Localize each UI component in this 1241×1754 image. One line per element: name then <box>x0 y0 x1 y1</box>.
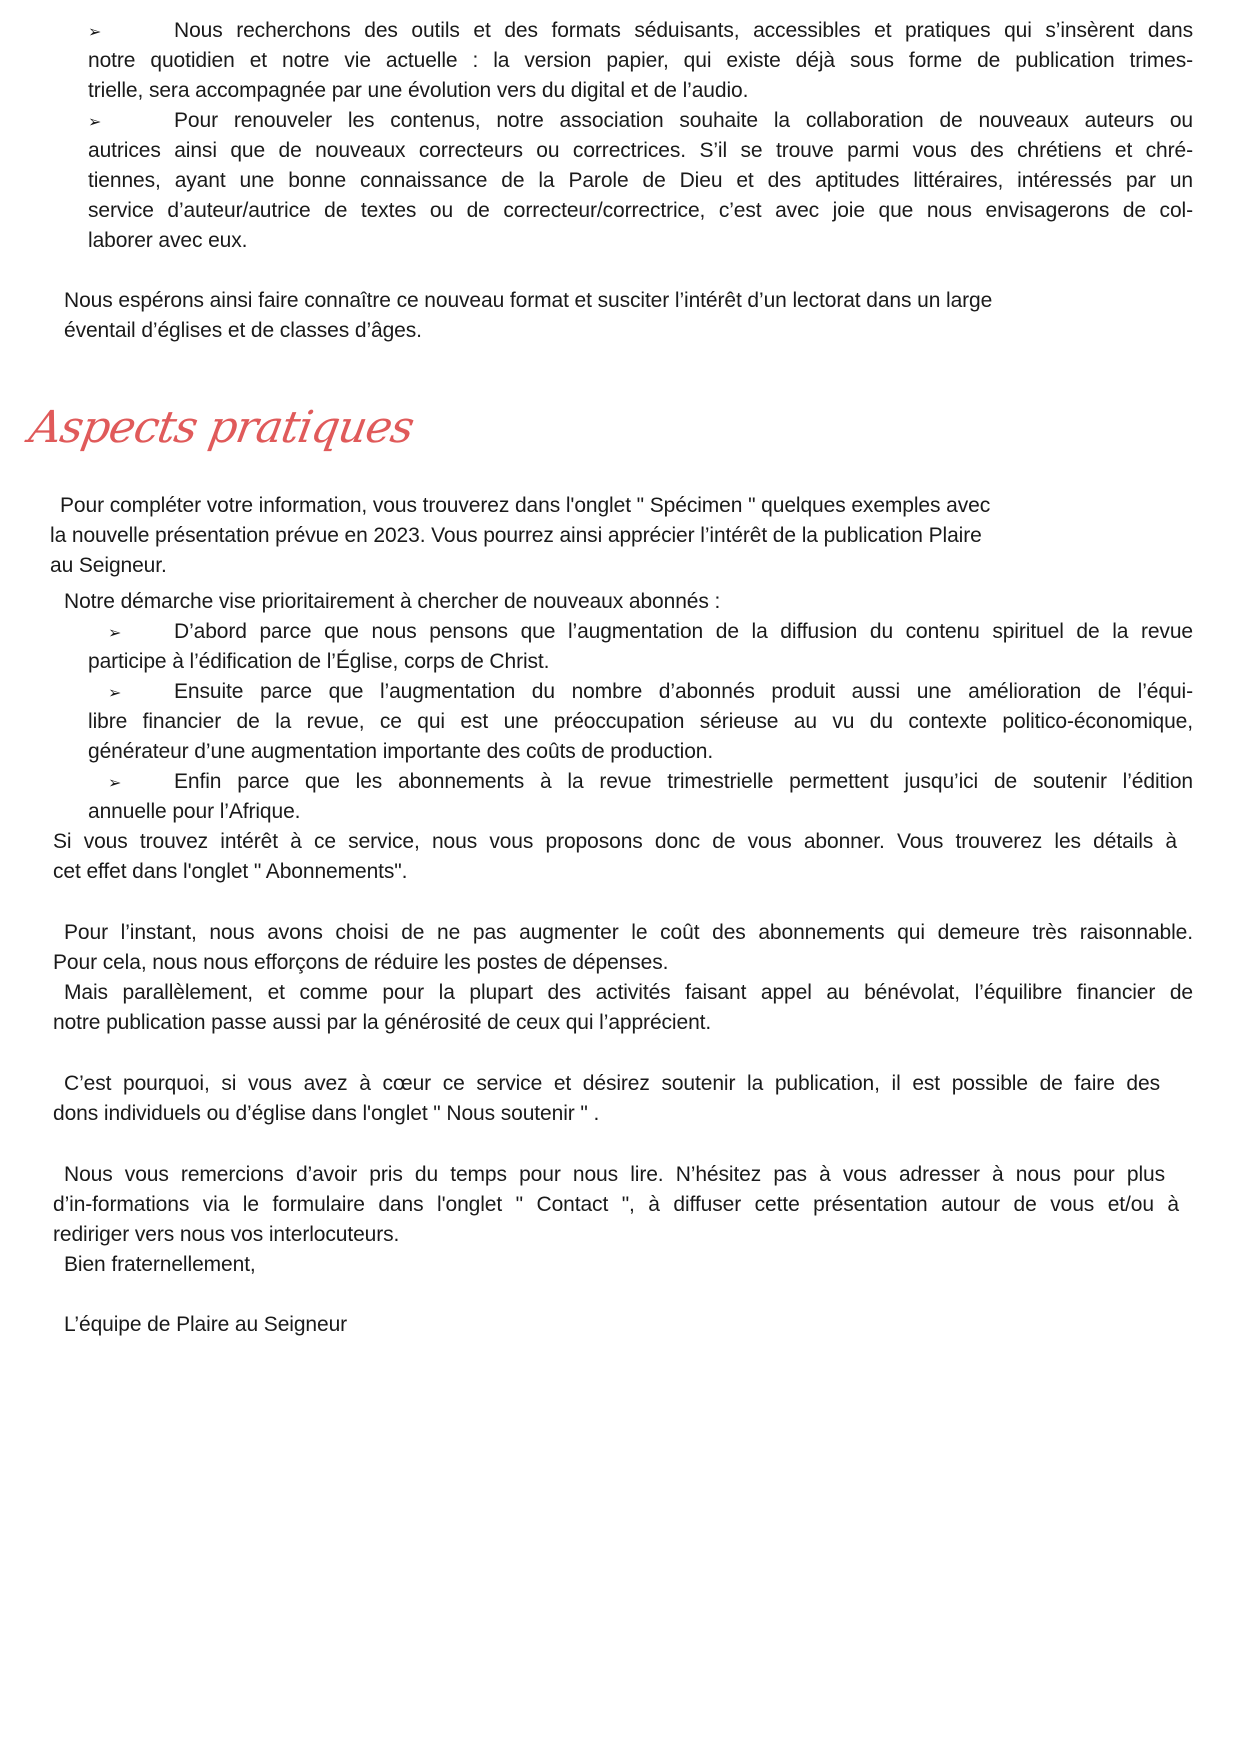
paragraph-line: Nous espérons ainsi faire connaître ce nouveau format et susciter l’intérêt d’un lectorat dans un large <box>64 289 993 312</box>
bullet-item <box>88 677 1193 708</box>
bullet-text-line: annuelle pour l’Afrique. <box>88 800 301 823</box>
closing-line: Bien fraternellement, <box>64 1253 256 1276</box>
paragraph-line: C’est pourquoi, si vous avez à cœur ce service et désirez soutenir la publication, il est possible de faire des <box>64 1072 1160 1095</box>
arrowhead-bullet-icon: ➢ <box>108 773 122 792</box>
paragraph-line: Pour l’instant, nous avons choisi de ne pas augmenter le coût des abonnements qui demeure très raisonnable. <box>64 921 1193 944</box>
paragraph-line: cet effet dans l'onglet " Abonnements". <box>53 860 408 883</box>
bullet-text-line: tiennes, ayant une bonne connaissance de la Parole de Dieu et des aptitudes littéraires, intéressés par un <box>88 169 1193 192</box>
paragraph-line: rediriger vers nous vos interlocuteurs. <box>53 1223 400 1246</box>
signature: L’équipe de Plaire au Seigneur <box>64 1313 348 1336</box>
paragraph-line: d’in-formations via le formulaire dans l'onglet " Contact ", à diffuser cette présentation autour de vous et/ou à <box>53 1193 1179 1216</box>
arrowhead-bullet-icon: ➢ <box>108 623 122 642</box>
bullet-text-line: service d’auteur/autrice de textes ou de correcteur/correctrice, c’est avec joie que nous envisagerons de col- <box>88 199 1193 222</box>
paragraph-line: dons individuels ou d’église dans l'onglet " Nous soutenir " . <box>53 1102 600 1125</box>
bullet-text-line: générateur d’une augmentation importante des coûts de production. <box>88 740 714 763</box>
bullet-text-line: participe à l’édification de l’Église, corps de Christ. <box>88 650 550 673</box>
bullet-item <box>88 617 1193 648</box>
bullet-item <box>88 106 1193 137</box>
arrowhead-bullet-icon: ➢ <box>88 112 102 131</box>
bullet-text: D’abord parce que nous pensons que l’augmentation de la diffusion du contenu spirituel de la revue <box>174 620 1193 643</box>
bullet-text: Enfin parce que les abonnements à la revue trimestrielle permettent jusqu’ici de soutenir l’édition <box>174 770 1193 793</box>
bullet-text: Pour renouveler les contenus, notre association souhaite la collaboration de nouveaux auteurs ou <box>174 109 1193 132</box>
paragraph-line: Mais parallèlement, et comme pour la plupart des activités faisant appel au bénévolat, l’équilibre financier de <box>64 981 1193 1004</box>
paragraph-line: éventail d’églises et de classes d’âges. <box>64 319 422 342</box>
paragraph-line: notre publication passe aussi par la générosité de ceux qui l’apprécient. <box>53 1011 712 1034</box>
arrowhead-bullet-icon: ➢ <box>108 683 122 702</box>
section-heading: Aspects pratiques <box>25 402 418 453</box>
bullet-text-line: laborer avec eux. <box>88 229 248 252</box>
paragraph-line: la nouvelle présentation prévue en 2023. Vous pourrez ainsi apprécier l’intérêt de la publication Plaire <box>50 524 982 547</box>
bullet-item <box>88 767 1193 798</box>
paragraph-line: au Seigneur. <box>50 554 167 577</box>
paragraph-line: Pour cela, nous nous efforçons de réduire les postes de dépenses. <box>53 951 669 974</box>
paragraph-line: Notre démarche vise prioritairement à chercher de nouveaux abonnés : <box>64 590 721 613</box>
bullet-item <box>88 16 1193 47</box>
bullet-text: Nous recherchons des outils et des formats séduisants, accessibles et pratiques qui s’insèrent dans <box>174 19 1193 42</box>
arrowhead-bullet-icon: ➢ <box>88 22 102 41</box>
bullet-text-line: libre financier de la revue, ce qui est une préoccupation sérieuse au vu du contexte politico-économique, <box>88 710 1193 733</box>
paragraph-line: Nous vous remercions d’avoir pris du temps pour nous lire. N’hésitez pas à vous adresser à nous pour plus <box>64 1163 1165 1186</box>
bullet-text-line: notre quotidien et notre vie actuelle : la version papier, qui existe déjà sous forme de publication trimes- <box>88 49 1193 72</box>
bullet-text: Ensuite parce que l’augmentation du nombre d’abonnés produit aussi une amélioration de l’équi- <box>174 680 1193 703</box>
paragraph-line: Pour compléter votre information, vous trouverez dans l'onglet " Spécimen " quelques exemples avec <box>60 494 991 517</box>
bullet-text-line: autrices ainsi que de nouveaux correcteurs ou correctrices. S’il se trouve parmi vous des chrétiens et chré- <box>88 139 1193 162</box>
bullet-text-line: trielle, sera accompagnée par une évolution vers du digital et de l’audio. <box>88 79 749 102</box>
paragraph-line: Si vous trouvez intérêt à ce service, nous vous proposons donc de vous abonner. Vous trouverez les détails à <box>53 830 1177 853</box>
